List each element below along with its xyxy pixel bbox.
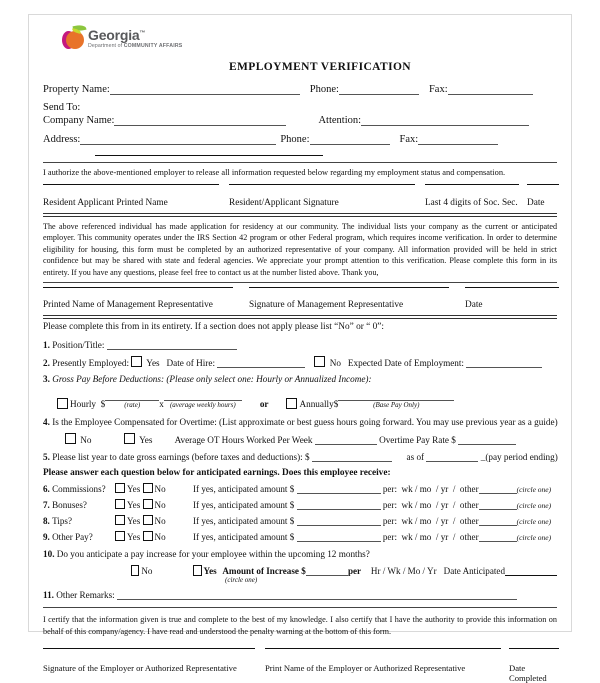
q10-label: Do you anticipate a pay increase for your employee within the upcoming 12 months? xyxy=(56,549,370,560)
q6-no-checkbox[interactable] xyxy=(143,483,153,493)
q8-amount-input[interactable] xyxy=(297,515,381,526)
question-11 xyxy=(43,589,557,600)
label-resident-signature: Resident/Applicant Signature xyxy=(229,198,339,208)
q8-slash-3: / xyxy=(452,516,456,527)
q6-label: Commissions? xyxy=(52,484,106,495)
divider-body-bottom xyxy=(43,282,557,283)
q6-wk[interactable]: wk xyxy=(401,484,413,495)
q3-annual-input[interactable] xyxy=(338,390,454,401)
q9-wk[interactable]: wk xyxy=(401,532,413,543)
q3-hourly-checkbox[interactable] xyxy=(57,398,68,409)
question-2 xyxy=(43,356,557,368)
q9-slash-1: / xyxy=(414,532,418,543)
table-row xyxy=(43,499,557,510)
q6-mo[interactable]: mo xyxy=(419,484,432,495)
q6-per-label: per: xyxy=(382,484,397,495)
q3-hours-note: (average weekly hours) xyxy=(169,401,236,410)
phone2-label: Phone: xyxy=(280,134,310,145)
q1-number: 1. xyxy=(43,340,50,351)
q8-per-label: per: xyxy=(382,516,397,527)
q9-yr[interactable]: yr xyxy=(440,532,449,543)
q9-circle-one: (circle one) xyxy=(516,533,552,543)
q4-ot-hours-input[interactable] xyxy=(315,434,377,445)
label-employer-print-name: Print Name of the Employer or Authorized Representative xyxy=(265,663,466,674)
q7-other-label: other xyxy=(459,500,479,511)
q7-other-input[interactable] xyxy=(479,499,517,510)
q9-yes-label: Yes xyxy=(127,532,141,543)
q7-if-yes-label: If yes, anticipated amount $ xyxy=(193,500,295,511)
q2-no-checkbox[interactable] xyxy=(314,356,325,367)
resident-printed-name-input[interactable] xyxy=(43,184,219,185)
q6-number: 6. xyxy=(43,484,50,495)
q6-slash-1: / xyxy=(414,484,418,495)
question-4-inputs xyxy=(65,433,557,445)
q1-label: Position/Title: xyxy=(52,340,105,351)
q6-yr[interactable]: yr xyxy=(440,484,449,495)
q2-expected-label: Expected Date of Employment: xyxy=(347,358,464,369)
q9-if-yes-label: If yes, anticipated amount $ xyxy=(193,532,295,543)
q4-ot-rate-input[interactable] xyxy=(458,434,516,445)
q7-mo[interactable]: mo xyxy=(419,500,432,511)
q3-rate-input[interactable] xyxy=(105,390,159,401)
q6-other-input[interactable] xyxy=(479,483,517,494)
management-signature-labels xyxy=(43,300,557,312)
logo-wordmark xyxy=(88,28,182,42)
q7-slash-3: / xyxy=(452,500,456,511)
resident-date-input[interactable] xyxy=(527,184,559,185)
question-3 xyxy=(43,374,557,384)
question-4 xyxy=(43,417,557,427)
address-label: Address: xyxy=(43,134,81,145)
q8-yr[interactable]: yr xyxy=(440,516,449,527)
divider-body-top xyxy=(43,213,557,217)
q6-yes-label: Yes xyxy=(127,484,141,495)
q7-wk[interactable]: wk xyxy=(401,500,413,511)
date-completed-input[interactable] xyxy=(509,648,559,649)
q8-slash-2: / xyxy=(435,516,439,527)
label-resident-printed-name: Resident Applicant Printed Name xyxy=(43,198,168,208)
q8-other-input[interactable] xyxy=(479,515,517,526)
q6-slash-2: / xyxy=(435,484,439,495)
q3-or: or xyxy=(259,399,269,410)
send-to-label: Send To: xyxy=(43,102,81,113)
q8-no-label: No xyxy=(154,516,166,527)
question-10-inputs xyxy=(131,565,557,576)
earnings-rows xyxy=(43,483,557,542)
q6-amount-input[interactable] xyxy=(297,483,381,494)
q9-amount-input[interactable] xyxy=(297,531,381,542)
q7-circle-one: (circle one) xyxy=(516,501,552,511)
q9-other-input[interactable] xyxy=(479,531,517,542)
resident-signature-input[interactable] xyxy=(229,184,415,185)
question-1 xyxy=(43,339,557,350)
table-row xyxy=(43,531,557,542)
q9-slash-2: / xyxy=(435,532,439,543)
q6-circle-one: (circle one) xyxy=(516,485,552,495)
property-name-input[interactable] xyxy=(110,83,300,95)
property-row xyxy=(43,83,557,95)
management-signature-lines xyxy=(43,287,557,300)
q8-no-checkbox[interactable] xyxy=(143,515,153,525)
q8-circle-one: (circle one) xyxy=(516,517,552,527)
company-name-label: Company Name: xyxy=(43,115,115,126)
q5-as-of-label: as of xyxy=(406,452,425,463)
divider-instruction xyxy=(43,315,557,319)
q6-yes-checkbox[interactable] xyxy=(115,483,125,493)
q11-remarks-input[interactable] xyxy=(117,589,517,600)
management-printed-name-input[interactable] xyxy=(43,287,233,288)
q3-hours-input[interactable] xyxy=(164,390,242,401)
employer-signature-input[interactable] xyxy=(43,648,255,649)
q7-label: Bonuses? xyxy=(52,500,87,511)
label-management-date: Date xyxy=(465,300,483,311)
page-title: EMPLOYMENT VERIFICATION xyxy=(228,61,412,73)
label-resident-date: Date xyxy=(527,198,545,208)
q3-rate-note: (rate) xyxy=(124,401,141,410)
label-date-completed: Date Completed xyxy=(509,663,547,683)
fax2-input[interactable] xyxy=(418,133,498,145)
q7-slash-2: / xyxy=(435,500,439,511)
company-row xyxy=(43,114,557,126)
instruction-text: Please complete this from in its entirety. If a section does not apply please list “No” or “ 0”: xyxy=(43,322,384,333)
authorization-text: I authorize the above-mentioned employer to release all information requested below regarding my employment status and compensation. xyxy=(43,168,506,177)
q5-label: Please list year to date gross earnings (before taxes and deductions): $ xyxy=(52,452,310,463)
q10-yes-label: Yes xyxy=(203,566,217,577)
table-row xyxy=(43,515,557,526)
q7-number: 7. xyxy=(43,500,50,511)
q9-slash-3: / xyxy=(452,532,456,543)
q8-label: Tips? xyxy=(52,516,72,527)
q4-label: Is the Employee Compensated for Overtime: (List approximate or best guess hours going forward. You may use previous year as a guide) xyxy=(52,417,558,428)
peach-icon xyxy=(61,25,85,51)
phone-input[interactable] xyxy=(339,83,419,95)
company-name-input[interactable] xyxy=(114,114,286,126)
q9-no-checkbox[interactable] xyxy=(143,531,153,541)
question-10 xyxy=(43,549,557,559)
q2-date-of-hire-label: Date of Hire: xyxy=(166,358,215,369)
address-continuation-input[interactable] xyxy=(95,152,323,156)
q9-yes-checkbox[interactable] xyxy=(115,531,125,541)
q4-yes-checkbox[interactable] xyxy=(124,433,135,444)
q3-instruction: : (Please only select one: Hourly or Annualized Income): xyxy=(160,374,372,385)
q6-if-yes-label: If yes, anticipated amount $ xyxy=(193,484,295,495)
resident-signature-labels xyxy=(43,198,557,210)
property-name-label: Property Name: xyxy=(43,84,110,95)
q5-as-of-input[interactable] xyxy=(426,451,478,462)
address-input[interactable] xyxy=(80,133,276,145)
q4-ot-hours-label: Average OT Hours Worked Per Week xyxy=(174,435,313,446)
divider-top xyxy=(43,162,557,163)
q10-amount-input[interactable] xyxy=(306,565,348,576)
q10-date-anticipated-label: Date Anticipated xyxy=(443,566,505,577)
q7-yes-label: Yes xyxy=(127,500,141,511)
q10-number: 10. xyxy=(43,549,55,560)
q4-yes-label: Yes xyxy=(139,435,153,446)
q4-ot-rate-label: Overtime Pay Rate $ xyxy=(379,435,456,446)
question-3-inputs xyxy=(57,390,557,409)
q2-date-of-hire-input[interactable] xyxy=(217,357,305,368)
q4-no-label: No xyxy=(80,435,92,446)
q7-yr[interactable]: yr xyxy=(440,500,449,511)
q9-label: Other Pay? xyxy=(52,532,93,543)
logo-name: Georgia xyxy=(88,27,140,43)
q9-number: 9. xyxy=(43,532,50,543)
q5-earnings-input[interactable] xyxy=(312,451,392,462)
q7-per-label: per: xyxy=(382,500,397,511)
q10-units-label[interactable]: Hr / Wk / Mo / Yr xyxy=(370,566,437,577)
q10-yes-checkbox[interactable] xyxy=(193,565,201,576)
label-management-signature: Signature of Management Representative xyxy=(249,300,404,311)
fax2-label: Fax: xyxy=(399,134,419,145)
footer-signature-labels xyxy=(43,663,557,683)
q7-yes-checkbox[interactable] xyxy=(115,499,125,509)
label-employer-signature: Signature of the Employer or Authorized Representative xyxy=(43,663,237,674)
q9-no-label: No xyxy=(154,532,166,543)
q3-number: 3. xyxy=(43,374,50,385)
footer-signature-lines xyxy=(43,648,557,661)
q2-yes-label: Yes xyxy=(146,358,160,369)
q8-yes-label: Yes xyxy=(127,516,141,527)
q3-label: Gross Pay Before Deductions xyxy=(52,374,161,385)
q5-number: 5. xyxy=(43,452,50,463)
q4-number: 4. xyxy=(43,417,50,428)
resident-signature-lines xyxy=(43,184,557,198)
q9-other-label: other xyxy=(459,532,479,543)
q10-date-input[interactable] xyxy=(505,565,557,576)
phone-label: Phone: xyxy=(309,84,339,95)
q3-base-note: (Base Pay Only) xyxy=(373,401,420,410)
employer-print-name-input[interactable] xyxy=(265,648,501,649)
logo-row xyxy=(43,23,557,57)
divider-certification xyxy=(43,607,557,608)
georgia-dca-logo xyxy=(61,25,182,51)
q4-no-checkbox[interactable] xyxy=(65,433,76,444)
q11-label: Other Remarks: xyxy=(56,590,115,601)
q9-per-label: per: xyxy=(382,532,397,543)
attention-label: Attention: xyxy=(318,115,362,126)
q6-no-label: No xyxy=(154,484,166,495)
q1-position-input[interactable] xyxy=(107,339,237,350)
logo-department: Department of COMMUNITY AFFAIRS xyxy=(88,43,183,49)
q6-other-label: other xyxy=(459,484,479,495)
q8-if-yes-label: If yes, anticipated amount $ xyxy=(193,516,295,527)
fax-input[interactable] xyxy=(448,83,533,95)
q3-hourly-label: Hourly xyxy=(70,399,97,410)
q2-number: 2. xyxy=(43,358,50,369)
form-page xyxy=(28,14,572,683)
q8-mo[interactable]: mo xyxy=(419,516,432,527)
q7-amount-input[interactable] xyxy=(297,499,381,510)
label-management-printed-name: Printed Name of Management Representative xyxy=(43,300,213,311)
q8-other-label: other xyxy=(459,516,479,527)
q3-dollar-2: $ xyxy=(333,399,339,410)
q8-wk[interactable]: wk xyxy=(401,516,413,527)
q7-no-label: No xyxy=(154,500,166,511)
q3-dollar-1: $ xyxy=(100,399,106,410)
q3-annually-label: Annually xyxy=(299,399,334,410)
q8-slash-1: / xyxy=(414,516,418,527)
table-row xyxy=(43,483,557,494)
q5-period-label: _(pay period ending) xyxy=(480,452,558,463)
attention-input[interactable] xyxy=(361,114,529,126)
anticipated-earnings-heading: Please answer each question below for anticipated earnings. Does this employee receive: xyxy=(43,468,391,479)
q10-no-label: No xyxy=(141,566,153,577)
phone2-input[interactable] xyxy=(310,133,390,145)
q10-per-label: per xyxy=(347,566,362,577)
q6-slash-3: / xyxy=(452,484,456,495)
q2-yes-checkbox[interactable] xyxy=(131,356,142,367)
q10-no-checkbox[interactable] xyxy=(131,565,139,576)
resident-ssn-input[interactable] xyxy=(425,184,519,185)
q9-mo[interactable]: mo xyxy=(419,532,432,543)
q8-yes-checkbox[interactable] xyxy=(115,515,125,525)
q7-no-checkbox[interactable] xyxy=(143,499,153,509)
q8-number: 8. xyxy=(43,516,50,527)
management-signature-input[interactable] xyxy=(249,287,449,288)
q3-annually-checkbox[interactable] xyxy=(286,398,297,409)
label-resident-ssn: Last 4 digits of Soc. Sec. xyxy=(425,198,518,208)
address-row xyxy=(43,133,557,145)
fax-label: Fax: xyxy=(428,84,448,95)
body-paragraph: The above referenced individual has made application for residency at our community. The individual lists your company as the current or anticipated employer. This community operates under the IRS Section 42 program or other Federal program, which requires income verification. In order to determine eligibility for housing, this form must be completed by an authorized representative of your company. All information provided will be held in strict confidence but may be shared with state and federal agencies. We appreciate your prompt attention to this verification. Please complete this form in its entirety. If you have any questions, please feel free to contact us at the number listed above. Thank you, xyxy=(43,222,557,277)
logo-trademark: ™ xyxy=(139,30,146,37)
q11-number: 11. xyxy=(43,590,54,601)
certification-text: I certify that the information given is true and complete to the best of my knowledge. I also certify that I have the authority to provide this information on behalf of this company/agency. I have read and understood the penalty warning at the bottom of this form. xyxy=(43,615,557,637)
q10-circle-one: (circle one) xyxy=(225,576,258,585)
management-date-input[interactable] xyxy=(465,287,559,288)
q2-no-label: No xyxy=(329,358,342,369)
q3-times: x xyxy=(159,399,164,410)
q10-amount-label: Amount of Increase $ xyxy=(222,566,306,577)
q7-slash-1: / xyxy=(414,500,418,511)
q2-label: Presently Employed: xyxy=(52,358,129,369)
question-5 xyxy=(43,451,557,462)
q2-expected-input[interactable] xyxy=(466,357,542,368)
